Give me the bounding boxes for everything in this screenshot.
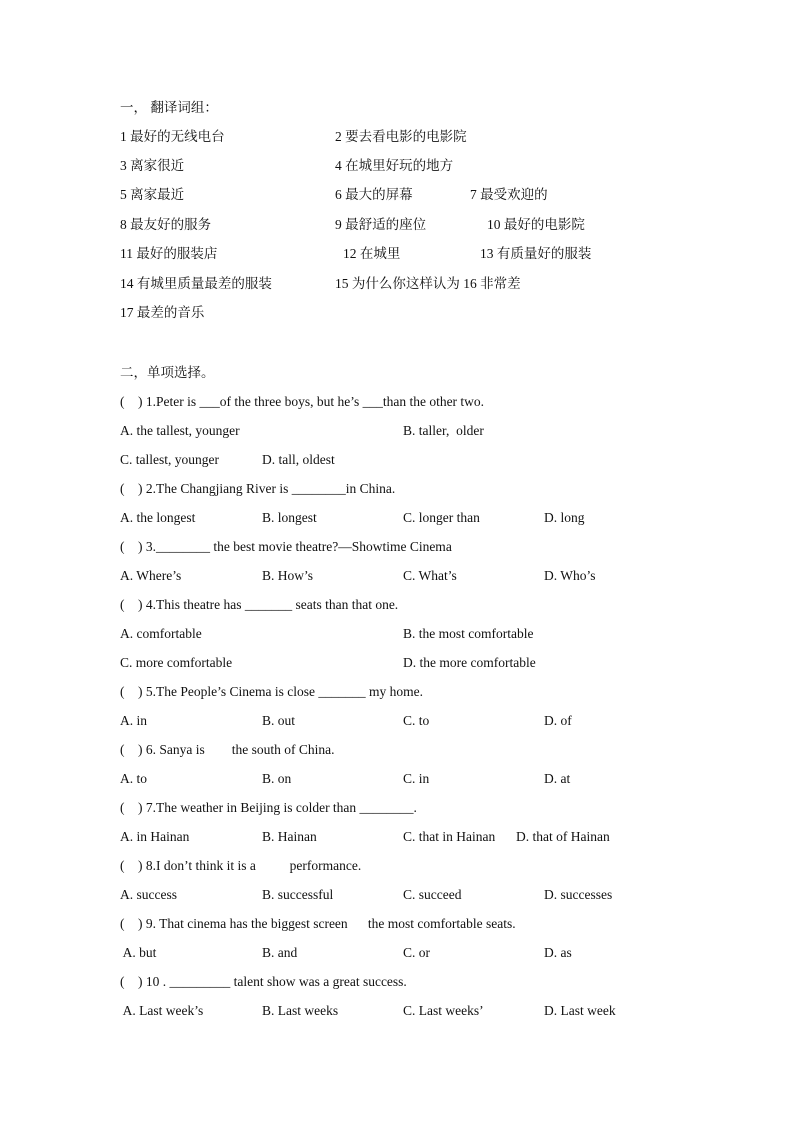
question-stem: ( ) 2.The Changjiang River is ________in China. [120,481,396,496]
answer-option: B. and [262,945,298,960]
answer-option: A. to [120,771,147,786]
phrase-item: 5 离家最近 [120,187,185,202]
answer-option: D. as [544,945,572,960]
phrase-item: 14 有城里质量最差的服装 [120,276,272,291]
phrase-item: 10 最好的电影院 [487,217,585,232]
answer-option: B. the most comfortable [403,626,534,641]
answer-option: C. What’s [403,568,457,583]
question-stem: ( ) 4.This theatre has _______ seats than that one. [120,597,399,612]
question-stem: ( ) 5.The People’s Cinema is close _______ my home. [120,684,423,699]
answer-option: B. How’s [262,568,314,583]
answer-option: D. the more comfortable [403,655,536,670]
phrase-item: 12 在城里 [343,246,401,261]
answer-option: D. Who’s [544,568,596,583]
phrase-item: 17 最差的音乐 [120,305,205,320]
answer-option: A. success [120,887,177,902]
answer-option: D. that of Hainan [516,829,610,844]
answer-option: B. out [262,713,296,728]
answer-option: A. the longest [120,510,196,525]
answer-option: A. in Hainan [120,829,190,844]
answer-option: B. longest [262,510,317,525]
answer-option: D. Last week [544,1003,616,1018]
answer-option: B. Hainan [262,829,317,844]
answer-option: D. long [544,510,585,525]
section2-title: 二，单项选择。 [120,365,215,380]
answer-option: C. more comfortable [120,655,233,670]
answer-option: C. to [403,713,430,728]
section1-title: 一， 翻译词组： [120,100,218,115]
answer-option: A. in [120,713,147,728]
answer-option: C. Last weeks’ [403,1003,484,1018]
answer-option: D. at [544,771,571,786]
question-stem: ( ) 9. That cinema has the biggest screen the most comfortable seats. [120,916,516,931]
answer-option: A. the tallest, younger [120,423,240,438]
answer-option: C. succeed [403,887,462,902]
question-stem: ( ) 7.The weather in Beijing is colder than ________. [120,800,417,815]
phrase-item: 1 最好的无线电台 [120,129,225,144]
answer-option: D. of [544,713,572,728]
answer-option: D. tall, oldest [262,452,335,467]
question-stem: ( ) 3.________ the best movie theatre?—Showtime Cinema [120,539,452,554]
question-stem: ( ) 8.I don’t think it is a performance. [120,858,362,873]
answer-option: C. that in Hainan [403,829,496,844]
phrase-item: 4 在城里好玩的地方 [335,158,454,173]
answer-option: B. on [262,771,292,786]
phrase-item: 7 最受欢迎的 [470,187,548,202]
answer-option: A. Last week’s [120,1003,204,1018]
phrase-item: 3 离家很近 [120,158,185,173]
question-stem: ( ) 1.Peter is ___of the three boys, but he’s ___than the other two. [120,394,485,409]
answer-option: C. tallest, younger [120,452,219,467]
phrase-item: 11 最好的服装店 [120,246,218,261]
answer-option: A. comfortable [120,626,202,641]
phrase-item: 6 最大的屏幕 [335,187,413,202]
phrase-item: 15 为什么你这样认为 16 非常差 [335,276,521,291]
answer-option: B. successful [262,887,334,902]
phrase-item: 8 最友好的服务 [120,217,212,232]
answer-option: B. taller, older [403,423,484,438]
phrase-item: 2 要去看电影的电影院 [335,129,467,144]
answer-option: C. or [403,945,430,960]
answer-option: C. in [403,771,430,786]
question-stem: ( ) 6. Sanya is the south of China. [120,742,335,757]
question-stem: ( ) 10 . _________ talent show was a great success. [120,974,407,989]
answer-option: B. Last weeks [262,1003,339,1018]
answer-option: C. longer than [403,510,480,525]
answer-option: D. successes [544,887,613,902]
answer-option: A. but [120,945,157,960]
phrase-item: 13 有质量好的服装 [480,246,592,261]
answer-option: A. Where’s [120,568,182,583]
phrase-item: 9 最舒适的座位 [335,217,427,232]
